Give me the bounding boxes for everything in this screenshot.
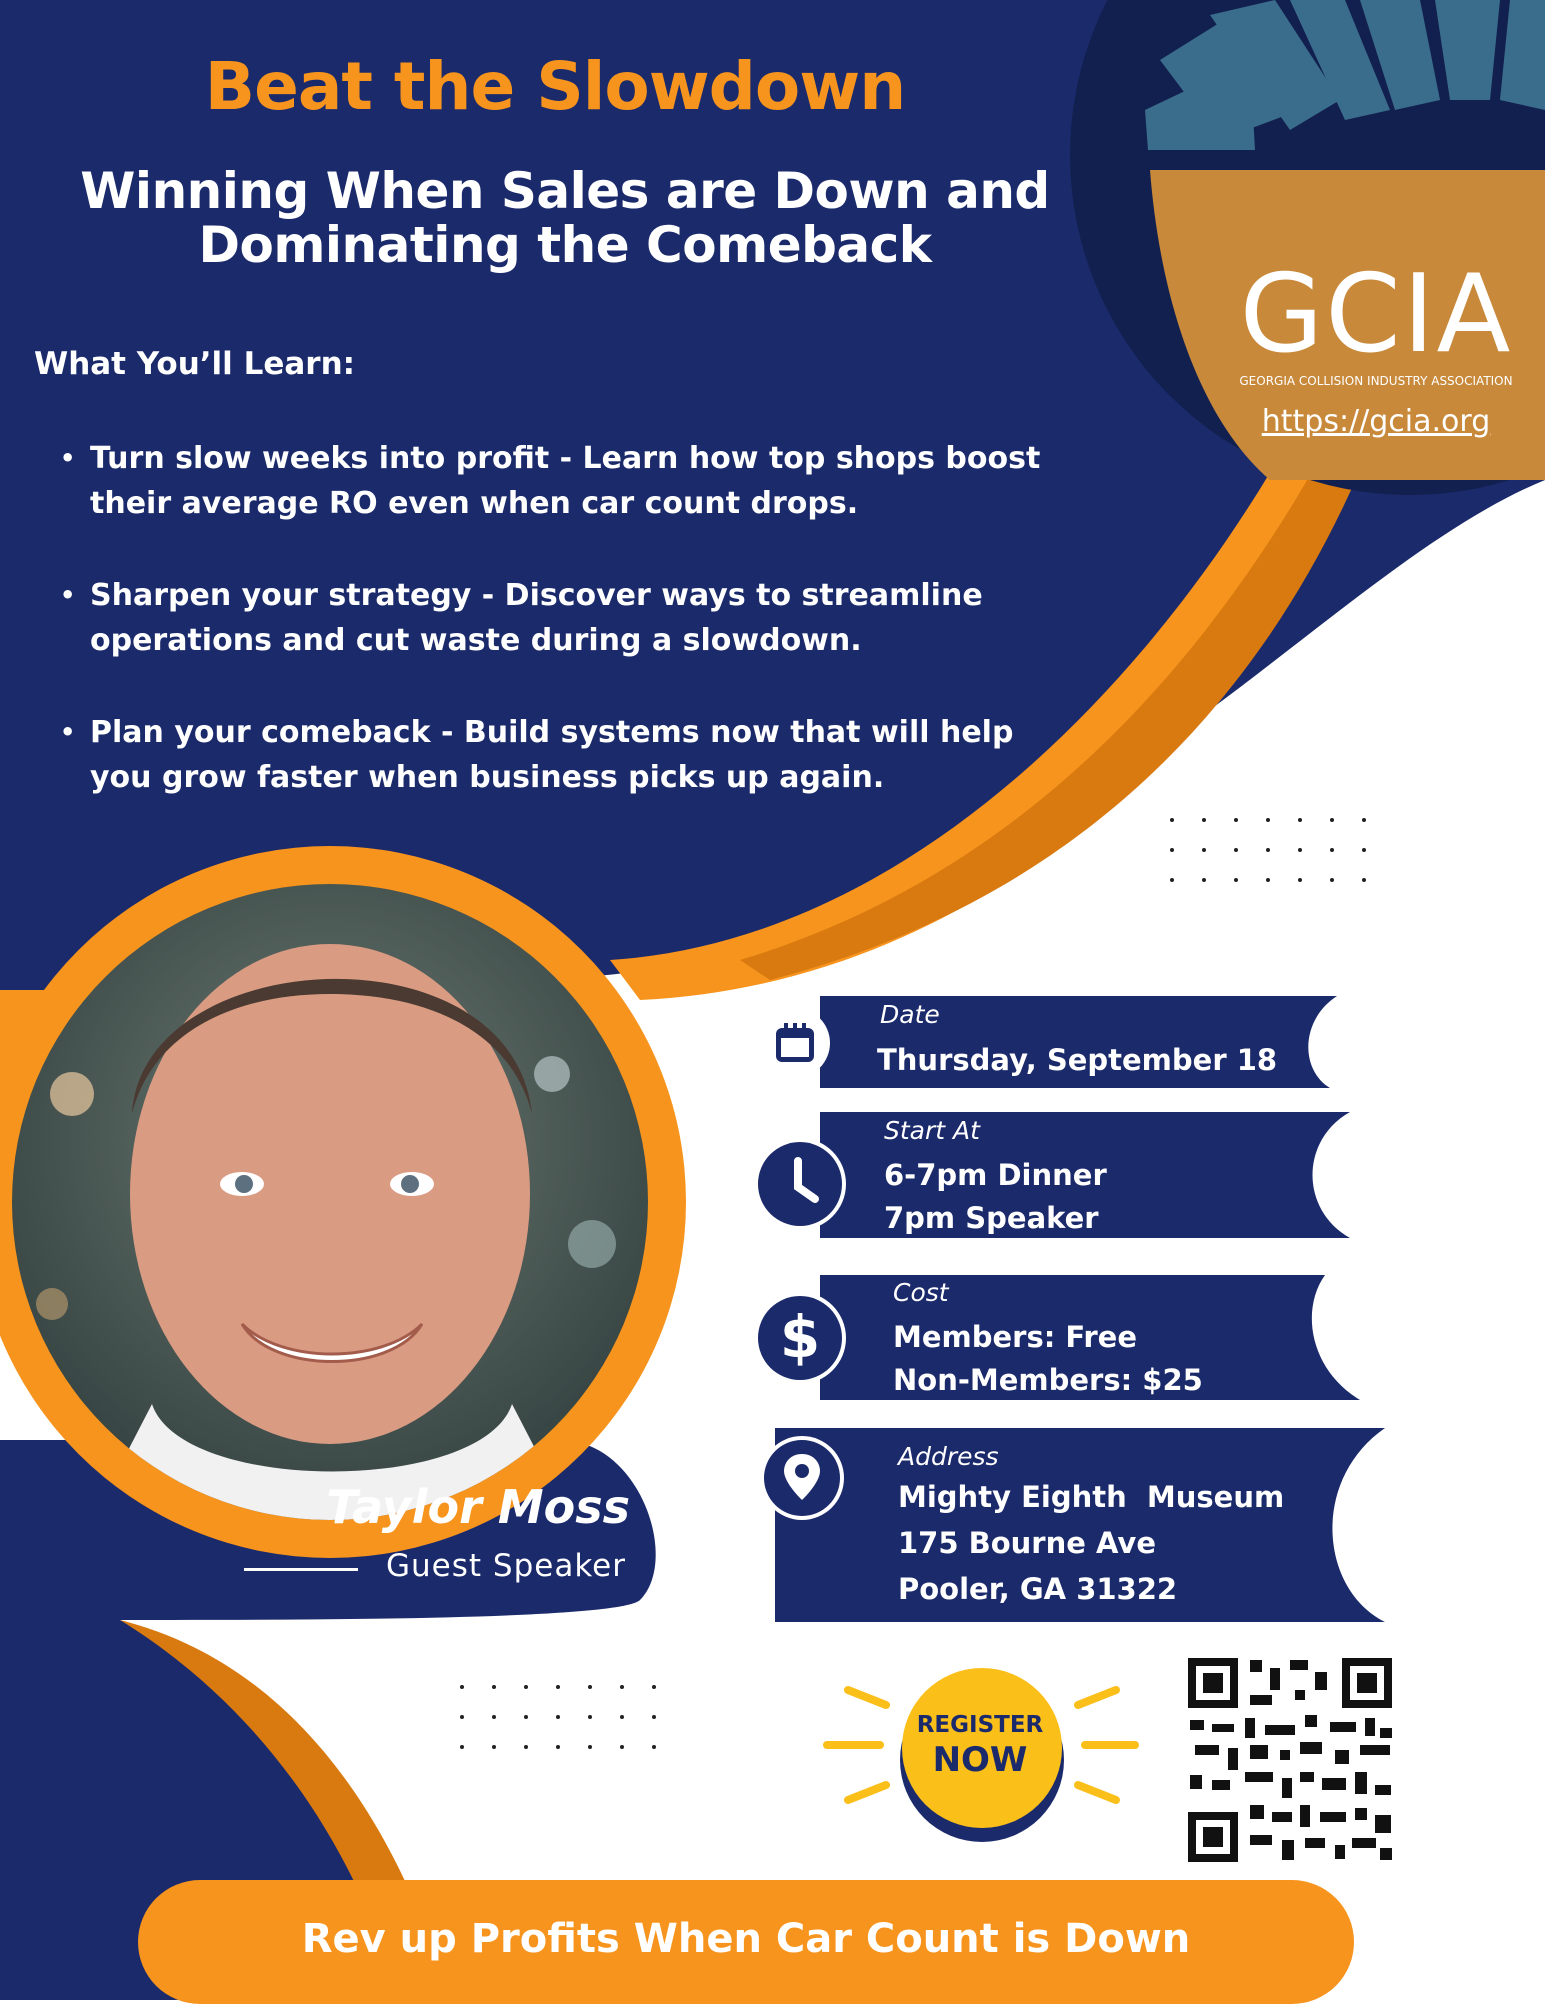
cost-label: Cost bbox=[893, 1278, 949, 1307]
dinner-time: 6-7pm Dinner bbox=[884, 1158, 1107, 1192]
learn-item bbox=[60, 710, 1060, 800]
learn-item-line: • Sharpen your strategy - Discover ways to streamline bbox=[90, 578, 983, 613]
gcia-website-link[interactable]: https://gcia.org bbox=[1261, 404, 1491, 439]
location-pin-icon bbox=[760, 1436, 844, 1520]
venue-name: Mighty Eighth Museum bbox=[898, 1480, 1285, 1514]
qr-code bbox=[1185, 1655, 1395, 1865]
member-cost: Members: Free bbox=[893, 1320, 1138, 1354]
speaker-photo bbox=[12, 884, 648, 1520]
learn-item-line: • Turn slow weeks into profit - Learn how top shops boost bbox=[90, 441, 1041, 476]
speaker-role: Guest Speaker bbox=[386, 1548, 626, 1584]
learn-item-line: you grow faster when business picks up again. bbox=[90, 760, 885, 795]
now-line: NOW bbox=[932, 1740, 1028, 1780]
learn-item-line: • Plan your comeback - Build systems now that will help bbox=[90, 715, 1014, 750]
register-line: REGISTER bbox=[916, 1712, 1044, 1738]
date-label: Date bbox=[880, 1000, 940, 1029]
decorative-dots-top bbox=[1170, 818, 1366, 882]
learn-item-line: their average RO even when car count drops. bbox=[90, 486, 859, 521]
start-at-value bbox=[884, 1154, 1107, 1240]
start-at-label: Start At bbox=[884, 1116, 980, 1145]
clock-icon bbox=[754, 1138, 846, 1230]
non-member-cost: Non-Members: $25 bbox=[893, 1363, 1203, 1397]
address-label: Address bbox=[898, 1442, 999, 1471]
svg-text:$: $ bbox=[779, 1303, 821, 1371]
learn-item bbox=[60, 573, 1060, 663]
dollar-icon bbox=[754, 1292, 846, 1384]
gcia-logo: GCIA bbox=[1239, 252, 1513, 377]
speaker-name: Taylor Moss bbox=[326, 1480, 630, 1534]
tagline-text: Rev up Profits When Car Count is Down bbox=[301, 1916, 1191, 1962]
city-state-zip: Pooler, GA 31322 bbox=[898, 1572, 1178, 1606]
subtitle-line-2: Dominating the Comeback bbox=[198, 216, 932, 274]
speaker-time: 7pm Speaker bbox=[884, 1201, 1099, 1235]
speaker-divider bbox=[244, 1568, 358, 1571]
decorative-dots-bottom bbox=[460, 1685, 656, 1749]
event-title: Beat the Slowdown bbox=[204, 48, 906, 125]
learn-heading: What You’ll Learn: bbox=[34, 346, 356, 382]
learn-item-line: operations and cut waste during a slowdown. bbox=[90, 623, 862, 658]
register-now-button[interactable] bbox=[905, 1712, 1055, 1780]
learn-list bbox=[60, 436, 1060, 847]
street-address: 175 Bourne Ave bbox=[898, 1526, 1156, 1560]
subtitle-line-1: Winning When Sales are Down and bbox=[80, 162, 1050, 220]
cost-value bbox=[893, 1316, 1203, 1402]
address-value bbox=[898, 1474, 1284, 1612]
calendar-icon bbox=[760, 1008, 830, 1078]
learn-item bbox=[60, 436, 1060, 526]
event-subtitle bbox=[60, 164, 1070, 272]
gcia-full-name: GEORGIA COLLISION INDUSTRY ASSOCIATION bbox=[1239, 374, 1513, 388]
date-value: Thursday, September 18 bbox=[877, 1043, 1278, 1077]
